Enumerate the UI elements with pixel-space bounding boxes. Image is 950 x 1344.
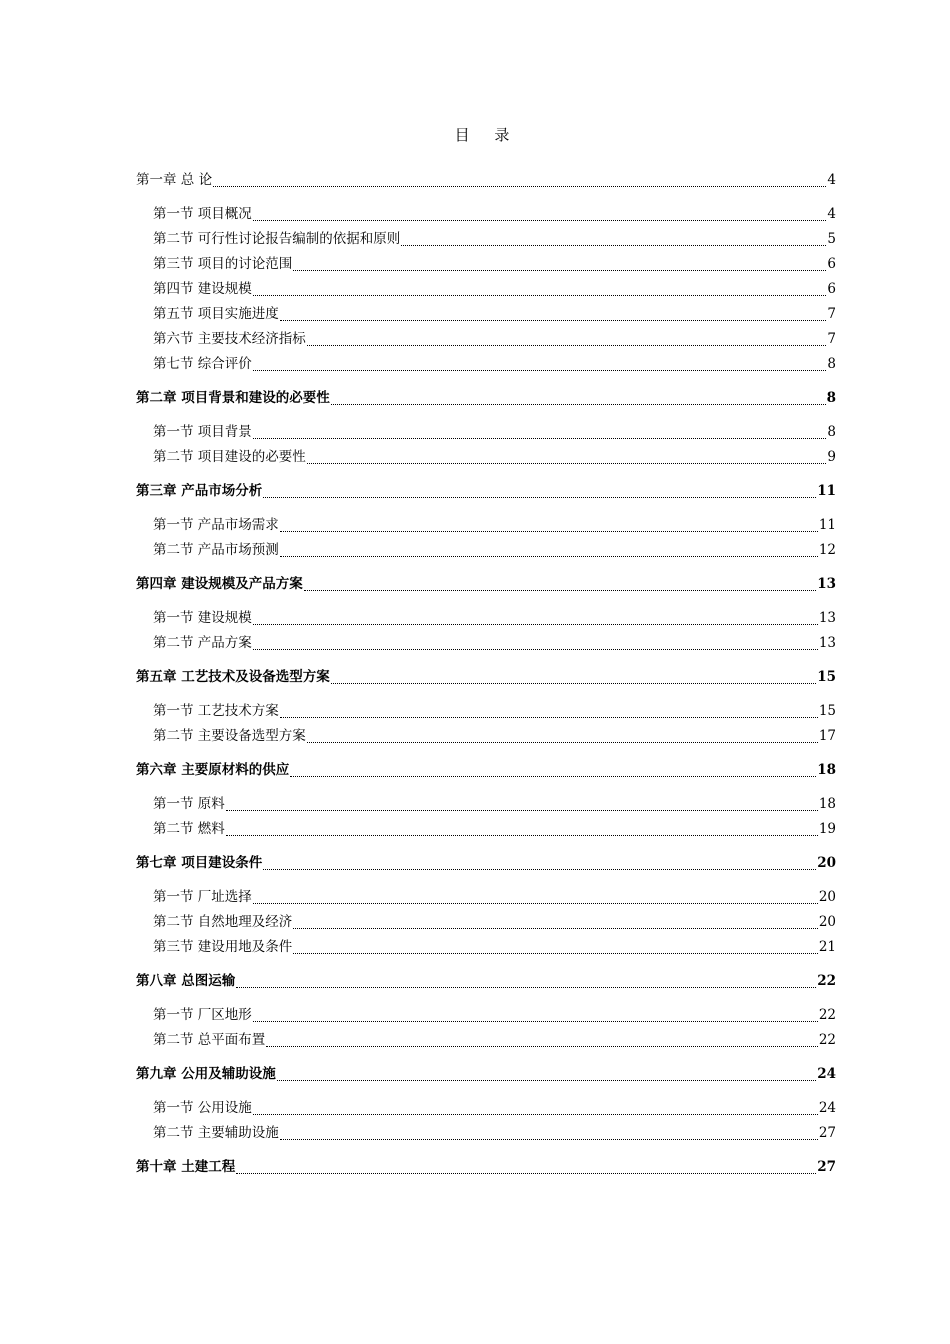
toc-chapter-entry[interactable] [136,1062,836,1087]
toc-title: 目 录 [454,126,520,144]
toc-entry-label: 第六章 主要原材料的供应 [136,762,290,778]
dot-leader [236,1173,816,1174]
dot-leader [253,1021,818,1022]
toc-entry-label: 第一章 总 论 [136,172,213,188]
toc-entry-label: 第三章 产品市场分析 [136,483,263,499]
toc-chapter-entry[interactable] [136,1155,836,1180]
toc-section-entry[interactable] [136,631,836,656]
toc-entry-label: 第二节 可行性讨论报告编制的依据和原则 [153,231,401,247]
toc-chapter-entry[interactable] [136,572,836,597]
dot-leader [226,835,818,836]
toc-page-number: 6 [827,281,836,297]
toc-page-number: 21 [818,939,836,955]
dot-leader [293,928,818,929]
toc-chapter-entry[interactable] [136,168,836,193]
dot-leader [293,270,826,271]
toc-section-entry[interactable] [136,202,836,227]
toc-page-number: 15 [818,703,836,719]
dot-leader [401,245,826,246]
toc-page-number: 11 [818,517,836,533]
dot-leader [253,370,827,371]
dot-leader [307,742,818,743]
toc-entry-label: 第一节 厂址选择 [153,889,252,905]
toc-entry-label: 第三节 项目的讨论范围 [153,256,293,272]
dot-leader [290,776,816,777]
toc-entry-label: 第二节 项目建设的必要性 [153,449,306,465]
toc-section-entry[interactable] [136,606,836,631]
dot-leader [331,404,826,405]
toc-page-number: 18 [817,762,836,778]
dot-leader [253,903,818,904]
toc-page-number: 27 [818,1125,836,1141]
toc-entry-label: 第一节 产品市场需求 [153,517,279,533]
toc-chapter-entry[interactable] [136,758,836,783]
toc-page-number: 4 [827,206,836,222]
toc-page-number: 15 [817,669,836,685]
toc-entry-label: 第二节 产品市场预测 [153,542,279,558]
toc-page-number: 20 [817,855,836,871]
toc-entry-label: 第一节 公用设施 [153,1100,252,1116]
toc-entry-label: 第五节 项目实施进度 [153,306,279,322]
toc-entry-label: 第二章 项目背景和建设的必要性 [136,390,330,406]
toc-chapter-entry[interactable] [136,969,836,994]
toc-section-entry[interactable] [136,724,836,749]
dot-leader [293,953,818,954]
dot-leader [307,345,827,346]
dot-leader [266,1046,818,1047]
toc-section-entry[interactable] [136,445,836,470]
toc-page-number: 9 [827,449,836,465]
toc-entry-label: 第六节 主要技术经济指标 [153,331,306,347]
toc-page-number: 13 [818,610,836,626]
toc-entry-label: 第九章 公用及辅助设施 [136,1066,276,1082]
toc-section-entry[interactable] [136,227,836,252]
toc-page-number: 22 [818,1032,836,1048]
dot-leader [280,1139,818,1140]
dot-leader [280,556,818,557]
toc-page-number: 8 [826,390,836,406]
toc-section-entry[interactable] [136,420,836,445]
toc-entry-label: 第四节 建设规模 [153,281,252,297]
toc-section-entry[interactable] [136,699,836,724]
toc-page-number: 7 [827,306,836,322]
dot-leader [236,987,816,988]
dot-leader [263,869,816,870]
toc-entry-label: 第七节 综合评价 [153,356,252,372]
toc-section-entry[interactable] [136,352,836,377]
toc-entry-label: 第二节 自然地理及经济 [153,914,293,930]
toc-entry-label: 第五章 工艺技术及设备选型方案 [136,669,330,685]
toc-section-entry[interactable] [136,1121,836,1146]
dot-leader [253,438,827,439]
dot-leader [253,649,818,650]
toc-page-number: 13 [817,576,836,592]
toc-entry-label: 第二节 总平面布置 [153,1032,266,1048]
toc-entry-label: 第一节 原料 [153,796,225,812]
dot-leader [213,186,826,187]
toc-page-number: 6 [827,256,836,272]
toc-page-number: 13 [818,635,836,651]
toc-entry-label: 第十章 土建工程 [136,1159,236,1175]
toc-section-entry[interactable] [136,302,836,327]
dot-leader [280,320,827,321]
toc-chapter-entry[interactable] [136,386,836,411]
dot-leader [304,590,817,591]
dot-leader [280,717,818,718]
toc-page-number: 11 [817,483,836,499]
toc-entry-label: 第二节 燃料 [153,821,225,837]
dot-leader [263,497,816,498]
toc-page-number: 24 [817,1066,836,1082]
toc-page-number: 5 [827,231,836,247]
dot-leader [277,1080,817,1081]
toc-page-number: 20 [818,914,836,930]
toc-entry-label: 第二节 主要辅助设施 [153,1125,279,1141]
toc-section-entry[interactable] [136,885,836,910]
toc-page-number: 22 [817,973,836,989]
toc-section-entry[interactable] [136,252,836,277]
toc-page-number: 22 [818,1007,836,1023]
toc-section-entry[interactable] [136,817,836,842]
toc-page-number: 8 [827,356,836,372]
toc-section-entry[interactable] [136,327,836,352]
toc-page-number: 17 [818,728,836,744]
dot-leader [253,295,827,296]
toc-section-entry[interactable] [136,1028,836,1053]
toc-entry-label: 第八章 总图运输 [136,973,236,989]
toc-page-number: 7 [827,331,836,347]
toc-section-entry[interactable] [136,513,836,538]
table-of-contents [136,168,836,1180]
toc-page-number: 19 [818,821,836,837]
dot-leader [331,683,817,684]
toc-section-entry[interactable] [136,792,836,817]
dot-leader [253,624,818,625]
toc-section-entry[interactable] [136,1096,836,1121]
toc-entry-label: 第二节 主要设备选型方案 [153,728,306,744]
toc-page-number: 8 [827,424,836,440]
toc-entry-label: 第七章 项目建设条件 [136,855,263,871]
toc-section-entry[interactable] [136,1003,836,1028]
toc-page-number: 18 [818,796,836,812]
toc-chapter-entry[interactable] [136,479,836,504]
dot-leader [307,463,827,464]
dot-leader [226,810,818,811]
toc-section-entry[interactable] [136,910,836,935]
dot-leader [280,531,818,532]
dot-leader [253,220,827,221]
toc-entry-label: 第二节 产品方案 [153,635,252,651]
toc-entry-label: 第一节 项目背景 [153,424,252,440]
toc-page-number: 24 [818,1100,836,1116]
toc-section-entry[interactable] [136,935,836,960]
toc-entry-label: 第四章 建设规模及产品方案 [136,576,303,592]
toc-section-entry[interactable] [136,538,836,563]
toc-entry-label: 第一节 建设规模 [153,610,252,626]
toc-page-number: 27 [817,1159,836,1175]
toc-entry-label: 第一节 工艺技术方案 [153,703,279,719]
toc-page-number: 20 [818,889,836,905]
toc-section-entry[interactable] [136,277,836,302]
toc-page-number: 4 [827,172,836,188]
dot-leader [253,1114,818,1115]
toc-entry-label: 第一节 厂区地形 [153,1007,252,1023]
toc-entry-label: 第一节 项目概况 [153,206,252,222]
toc-chapter-entry[interactable] [136,665,836,690]
toc-entry-label: 第三节 建设用地及条件 [153,939,293,955]
toc-chapter-entry[interactable] [136,851,836,876]
toc-page-number: 12 [818,542,836,558]
